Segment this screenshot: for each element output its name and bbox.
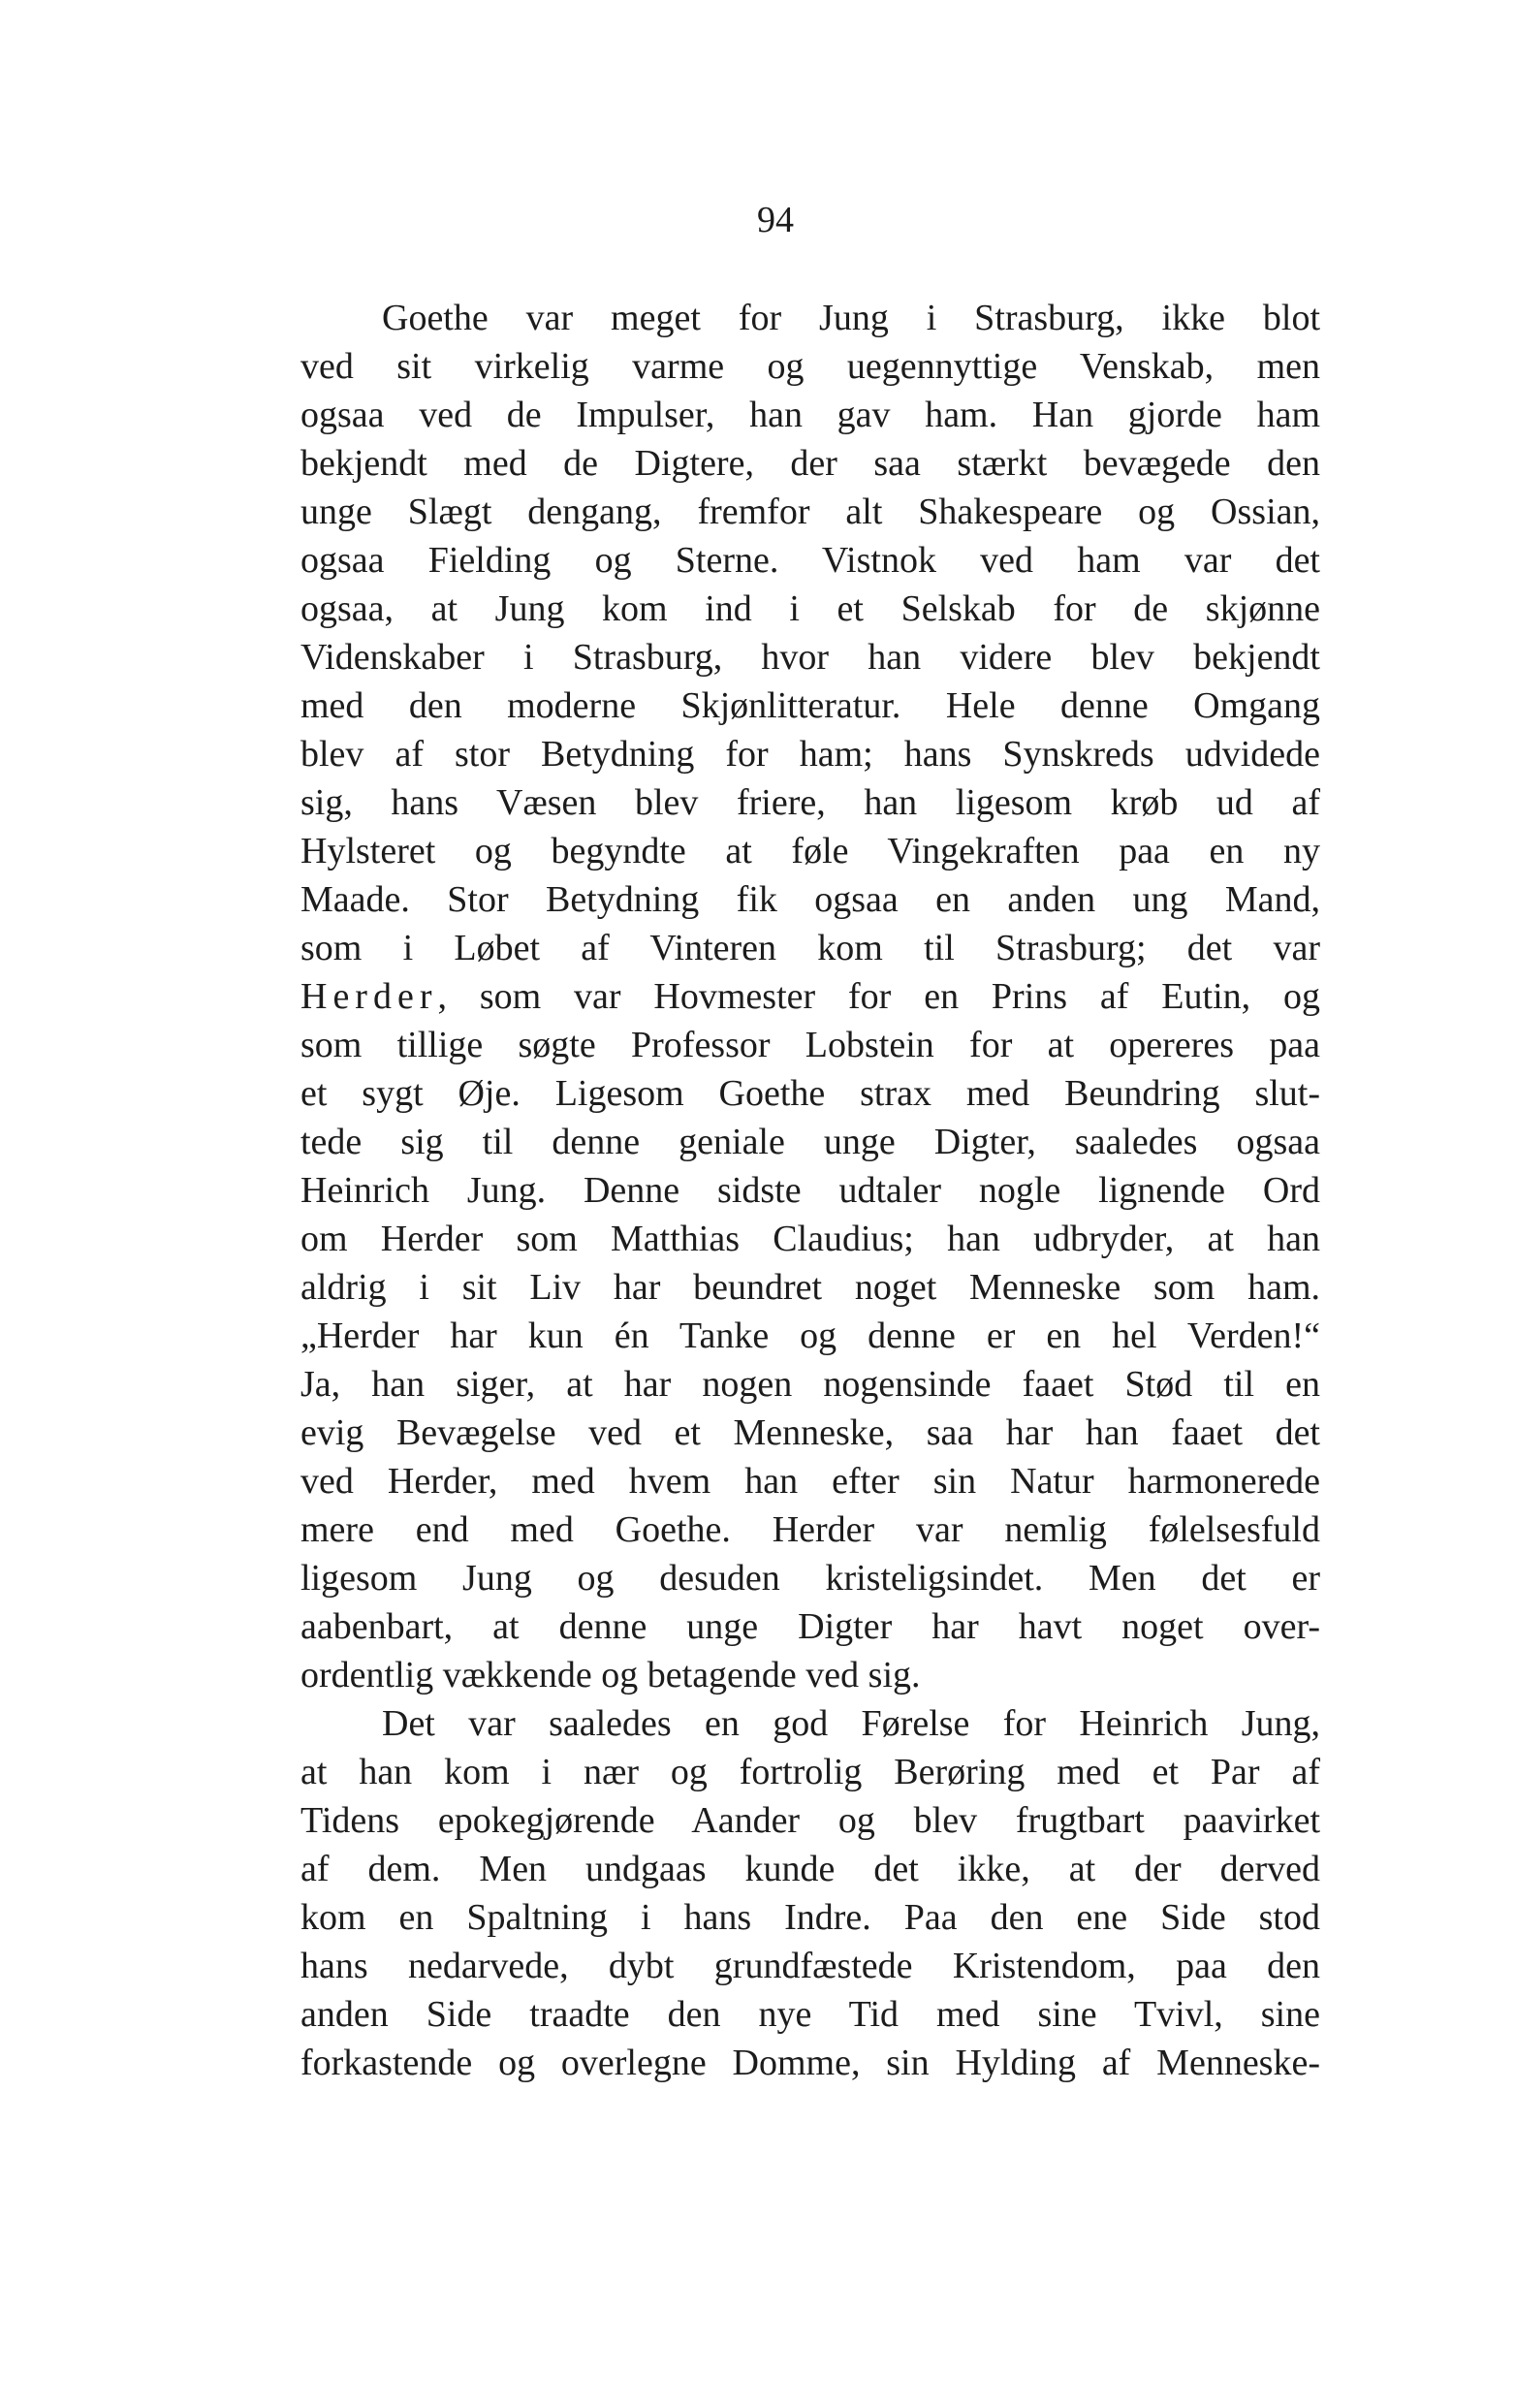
text-line: „Herder har kun én Tanke og denne er en hel Verden!“ — [300, 1315, 1320, 1356]
text-line: ogsaa ved de Impulser, han gav ham. Han gjorde ham — [300, 395, 1320, 435]
text-line: ogsaa, at Jung kom ind i et Selskab for de skjønne — [300, 588, 1320, 629]
text-line: anden Side traadte den nye Tid med sine Tvivl, sine — [300, 1994, 1320, 2035]
text-line: tede sig til denne geniale unge Digter, saaledes ogsaa — [300, 1122, 1320, 1162]
text-line: ved sit virkelig varme og uegennyttige Venskab, men — [300, 346, 1320, 387]
page-number: 94 — [757, 200, 794, 240]
text-line: ogsaa Fielding og Sterne. Vistnok ved ham var det — [300, 540, 1320, 581]
text-line: med den moderne Skjønlitteratur. Hele denne Omgang — [300, 685, 1320, 726]
text-line: unge Slægt dengang, fremfor alt Shakespeare og Ossian, — [300, 491, 1320, 532]
text-line: forkastende og overlegne Domme, sin Hylding af Menneske- — [300, 2043, 1320, 2083]
text-line: Maade. Stor Betydning fik ogsaa en anden ung Mand, — [300, 879, 1320, 920]
text-line: af dem. Men undgaas kunde det ikke, at der derved — [300, 1849, 1320, 1889]
text-line: som tillige søgte Professor Lobstein for at opereres paa — [300, 1025, 1320, 1065]
text-line: Tidens epokegjørende Aander og blev frugtbart paavirket — [300, 1800, 1320, 1841]
text-line: blev af stor Betydning for ham; hans Synskreds udvidede — [300, 734, 1320, 775]
text-line: Videnskaber i Strasburg, hvor han videre blev bekjendt — [300, 637, 1320, 678]
spaced-name: Herder — [300, 976, 438, 1017]
text-line: Herder, som var Hovmester for en Prins af Eutin, og — [300, 976, 1320, 1017]
text-line: evig Bevægelse ved et Menneske, saa har han faaet det — [300, 1412, 1320, 1453]
text-line: Goethe var meget for Jung i Strasburg, ikke blot — [382, 298, 1320, 338]
text-line: kom en Spaltning i hans Indre. Paa den ene Side stod — [300, 1897, 1320, 1938]
text-line: ved Herder, med hvem han efter sin Natur harmonerede — [300, 1461, 1320, 1502]
text-line: Det var saaledes en god Førelse for Heinrich Jung, — [382, 1703, 1320, 1744]
text-line: et sygt Øje. Ligesom Goethe strax med Beundring slut- — [300, 1073, 1320, 1114]
text-line: ligesom Jung og desuden kristeligsindet. Men det er — [300, 1558, 1320, 1599]
text-line: sig, hans Væsen blev friere, han ligesom krøb ud af — [300, 782, 1320, 823]
text-line: mere end med Goethe. Herder var nemlig følelsesfuld — [300, 1509, 1320, 1550]
text-line: aabenbart, at denne unge Digter har havt noget over- — [300, 1606, 1320, 1647]
text-line: Hylsteret og begyndte at føle Vingekraften paa en ny — [300, 831, 1320, 871]
text-line: bekjendt med de Digtere, der saa stærkt bevægede den — [300, 443, 1320, 484]
text-line: aldrig i sit Liv har beundret noget Menneske som ham. — [300, 1267, 1320, 1308]
text-line: Heinrich Jung. Denne sidste udtaler nogle lignende Ord — [300, 1170, 1320, 1211]
text-line: at han kom i nær og fortrolig Berøring med et Par af — [300, 1752, 1320, 1792]
text-line: om Herder som Matthias Claudius; han udbryder, at han — [300, 1219, 1320, 1259]
text-line: Ja, han siger, at har nogen nogensinde faaet Stød til en — [300, 1364, 1320, 1405]
text-line: ordentlig vækkende og betagende ved sig. — [300, 1655, 921, 1695]
body-text — [300, 294, 1320, 2087]
text-line: hans nedarvede, dybt grundfæstede Kristendom, paa den — [300, 1946, 1320, 1986]
text-line: som i Løbet af Vinteren kom til Strasburg; det var — [300, 928, 1320, 968]
